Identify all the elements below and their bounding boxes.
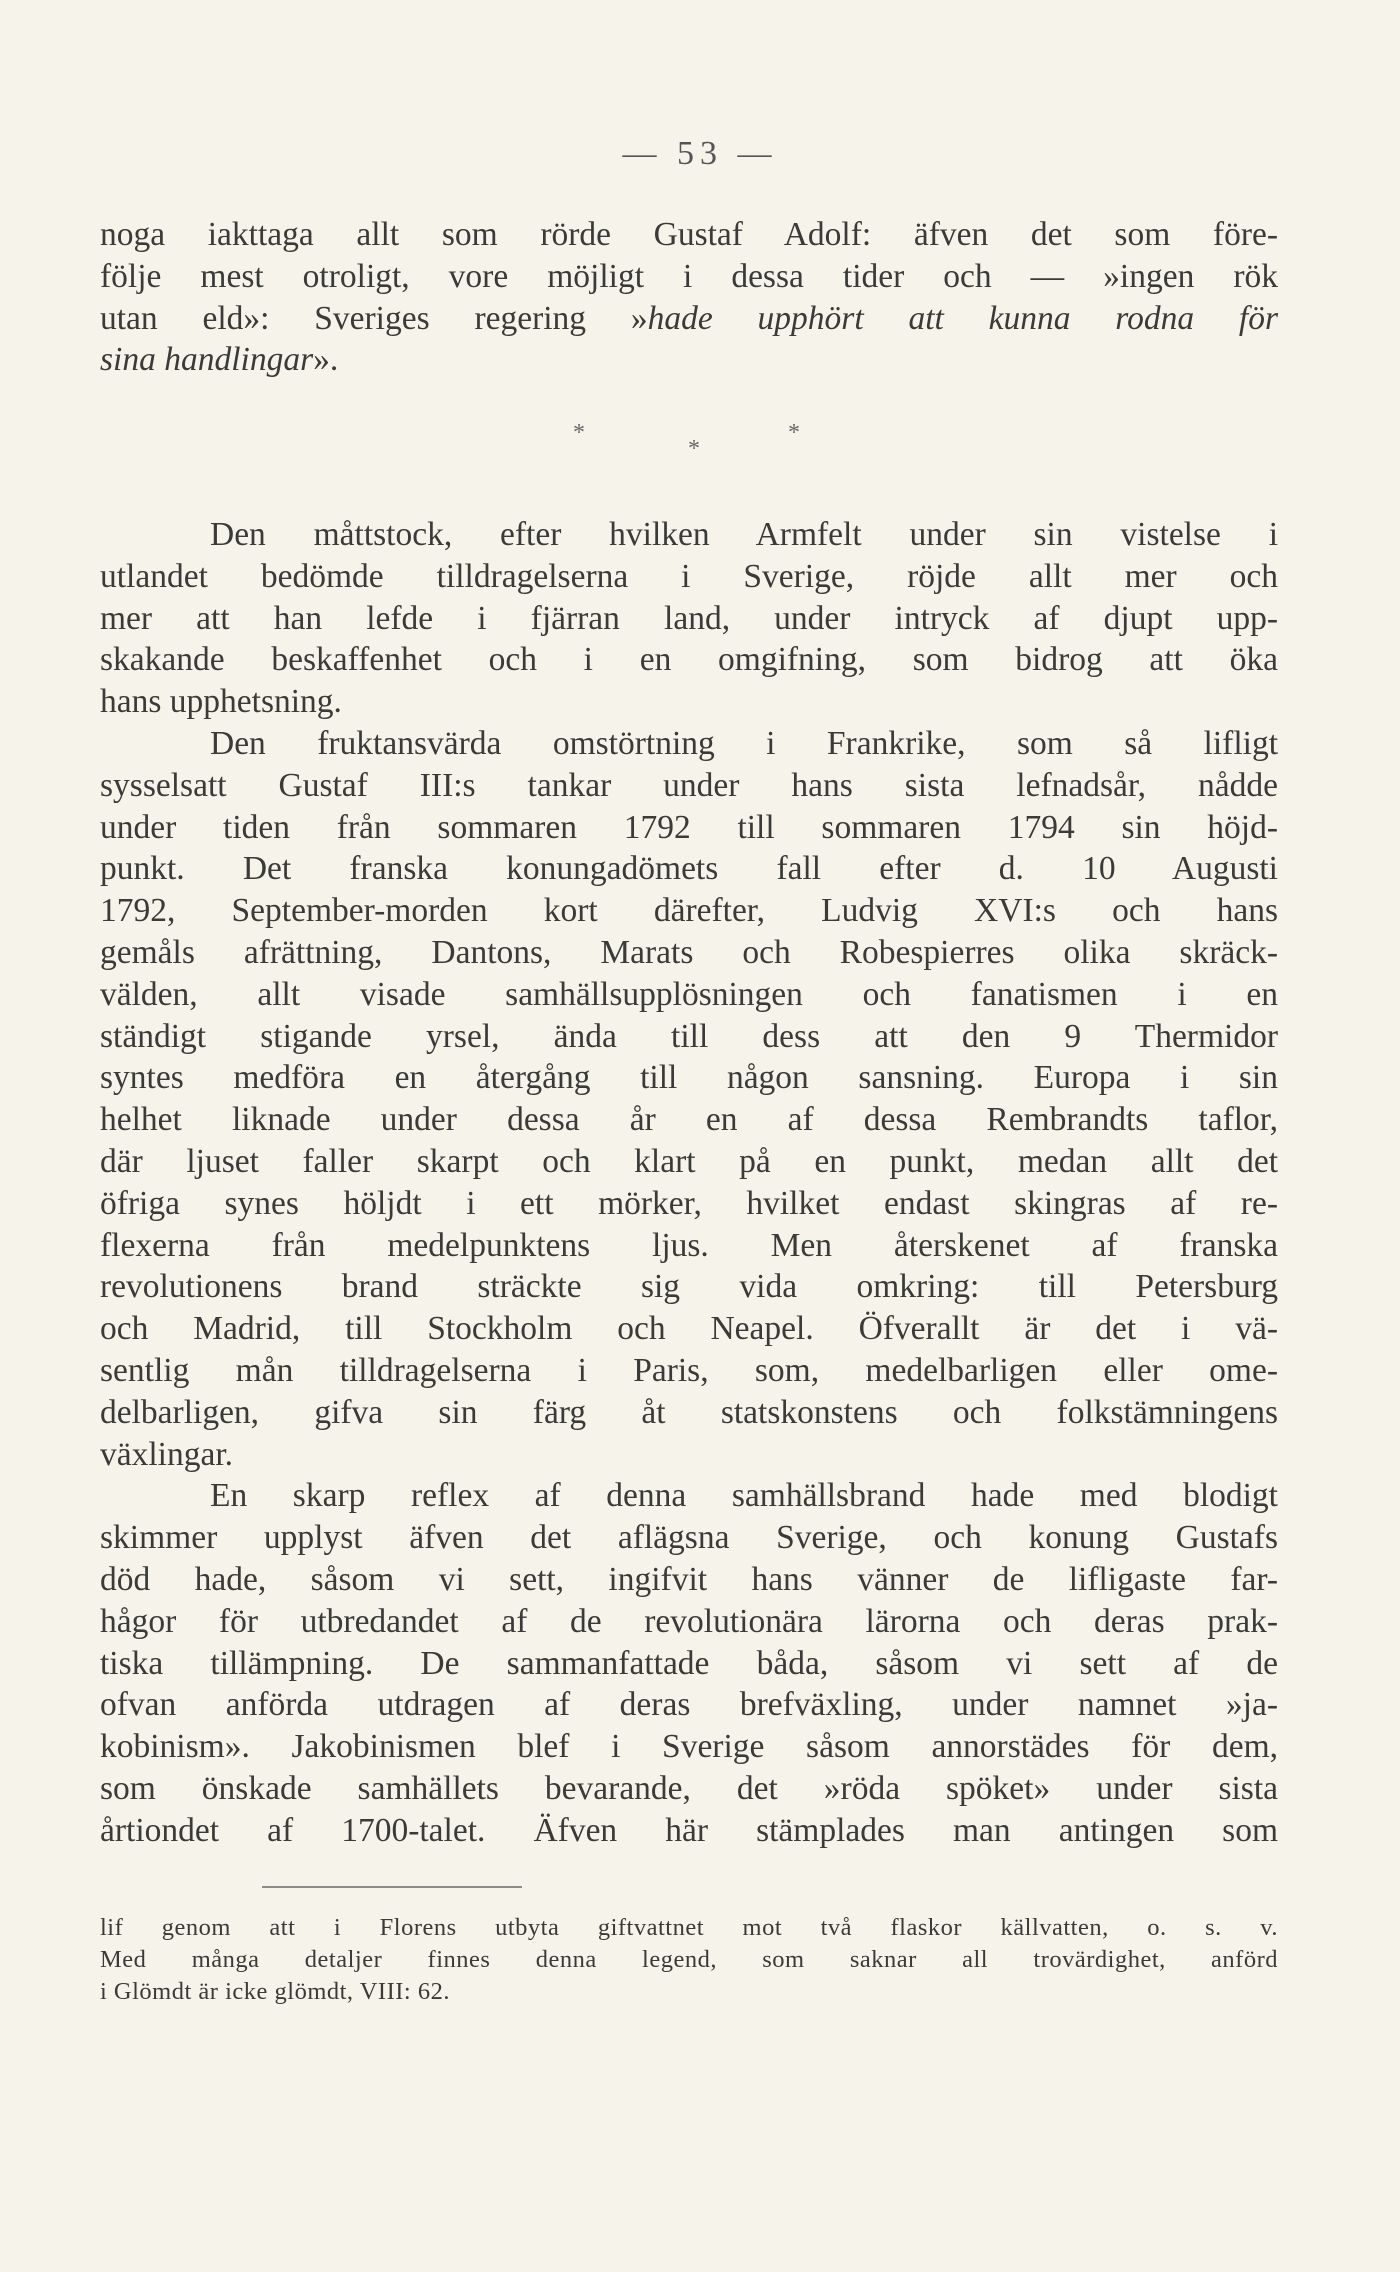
text-line: helhet liknade under dessa år en af dessa Rembrandts taflor, — [100, 1101, 1278, 1139]
text-line: Den måttstock, efter hvilken Armfelt under sin vistelse i — [210, 516, 1278, 553]
footnote-line: i Glömdt är icke glömdt, VIII: 62. — [100, 1978, 450, 2005]
section-separator — [0, 420, 1400, 470]
footnotes — [100, 1912, 1278, 2008]
text-line: utlandet bedömde tilldragelserna i Sverige, röjde allt mer och — [100, 557, 1278, 595]
asterisk-mark: * — [573, 420, 585, 446]
text-line: hågor för utbredandet af de revolutionära lärorna och deras prak- — [100, 1602, 1278, 1640]
text-line: noga iakttaga allt som rörde Gustaf Adolf: äfven det som före- — [100, 216, 1278, 253]
text-line: Den fruktansvärda omstörtning i Frankrike, som så lifligt — [210, 724, 1278, 762]
text-line: gemåls afrättning, Dantons, Marats och Robespierres olika skräck- — [100, 933, 1278, 971]
text-line-roman: utan eld»: Sveriges regering » — [100, 299, 648, 337]
text-line: 1792, September-morden kort därefter, Ludvig XVI:s och hans — [100, 892, 1278, 930]
text-line: ofvan anförda utdragen af deras brefväxling, under namnet »ja- — [100, 1686, 1278, 1724]
text-line: där ljuset faller skarpt och klart på en punkt, medan allt det — [100, 1142, 1278, 1180]
text-line: sysselsatt Gustaf III:s tankar under hans sista lefnadsår, nådde — [100, 766, 1278, 804]
asterisk-mark: * — [688, 436, 700, 462]
text-line: mer att han lefde i fjärran land, under intryck af djupt upp- — [100, 599, 1278, 637]
text-line: skimmer upplyst äfven det aflägsna Sverige, och konung Gustafs — [100, 1519, 1278, 1557]
text-line: som önskade samhällets bevarande, det »röda spöket» under sista — [100, 1769, 1278, 1807]
italic-quote: hade upphört att kunna rodna för — [647, 299, 1278, 337]
text-line: årtiondet af 1700-talet. Äfven här stämplades man antingen som — [100, 1811, 1278, 1849]
italic-quote: sina handlingar — [100, 341, 314, 379]
text-line — [100, 339, 1278, 381]
text-line: revolutionens brand sträckte sig vida omkring: till Petersburg — [100, 1268, 1278, 1306]
text-line: punkt. Det franska konungadömets fall efter d. 10 Augusti — [100, 850, 1278, 888]
text-line: under tiden från sommaren 1792 till sommaren 1794 sin höjd- — [100, 808, 1278, 846]
text-line: flexerna från medelpunktens ljus. Men återskenet af franska — [100, 1226, 1278, 1264]
text-line: ständigt stigande yrsel, ända till dess att den 9 Thermidor — [100, 1017, 1278, 1055]
text-line-roman: ». — [313, 341, 339, 379]
text-line: välden, allt visade samhällsupplösningen och fanatismen i en — [100, 975, 1278, 1013]
text-line: kobinism». Jakobinismen blef i Sverige såsom annorstädes för dem, — [100, 1728, 1278, 1766]
footnote-line: lif genom att i Florens utbyta giftvattnet mot två flaskor källvatten, o. s. v. — [100, 1914, 1278, 1941]
text-line: växlingar. — [100, 1435, 234, 1473]
text-line: En skarp reflex af denna samhällsbrand hade med blodigt — [210, 1477, 1278, 1515]
text-line: sentlig mån tilldragelserna i Paris, som, medelbarligen eller ome- — [100, 1351, 1278, 1389]
text-line: syntes medföra en återgång till någon sansning. Europa i sin — [100, 1059, 1278, 1097]
page-number: — 53 — — [622, 135, 778, 172]
text-line: tiska tillämpning. De sammanfattade båda, såsom vi sett af de — [100, 1644, 1278, 1682]
footnote-line: Med många detaljer finnes denna legend, som saknar all trovärdighet, anförd — [100, 1946, 1278, 1973]
text-line — [100, 298, 1278, 340]
text-line: och Madrid, till Stockholm och Neapel. Öfverallt är det i vä- — [100, 1310, 1278, 1348]
text-line: följe mest otroligt, vore möjligt i dessa tider och — »ingen rök — [100, 257, 1278, 295]
text-line: delbarligen, gifva sin färg åt statskonstens och folkstämningens — [100, 1393, 1278, 1431]
text-line: skakande beskaffenhet och i en omgifning, som bidrog att öka — [100, 641, 1278, 679]
text-line: öfriga synes höljdt i ett mörker, hvilket endast skingras af re- — [100, 1184, 1278, 1222]
footnote-rule — [262, 1886, 522, 1888]
intro-paragraph — [100, 214, 1278, 381]
asterisk-mark: * — [788, 420, 800, 446]
text-line: död hade, såsom vi sett, ingifvit hans vänner de lifligaste far- — [100, 1560, 1278, 1598]
text-line: hans upphetsning. — [100, 683, 342, 721]
main-body — [100, 514, 1278, 1852]
